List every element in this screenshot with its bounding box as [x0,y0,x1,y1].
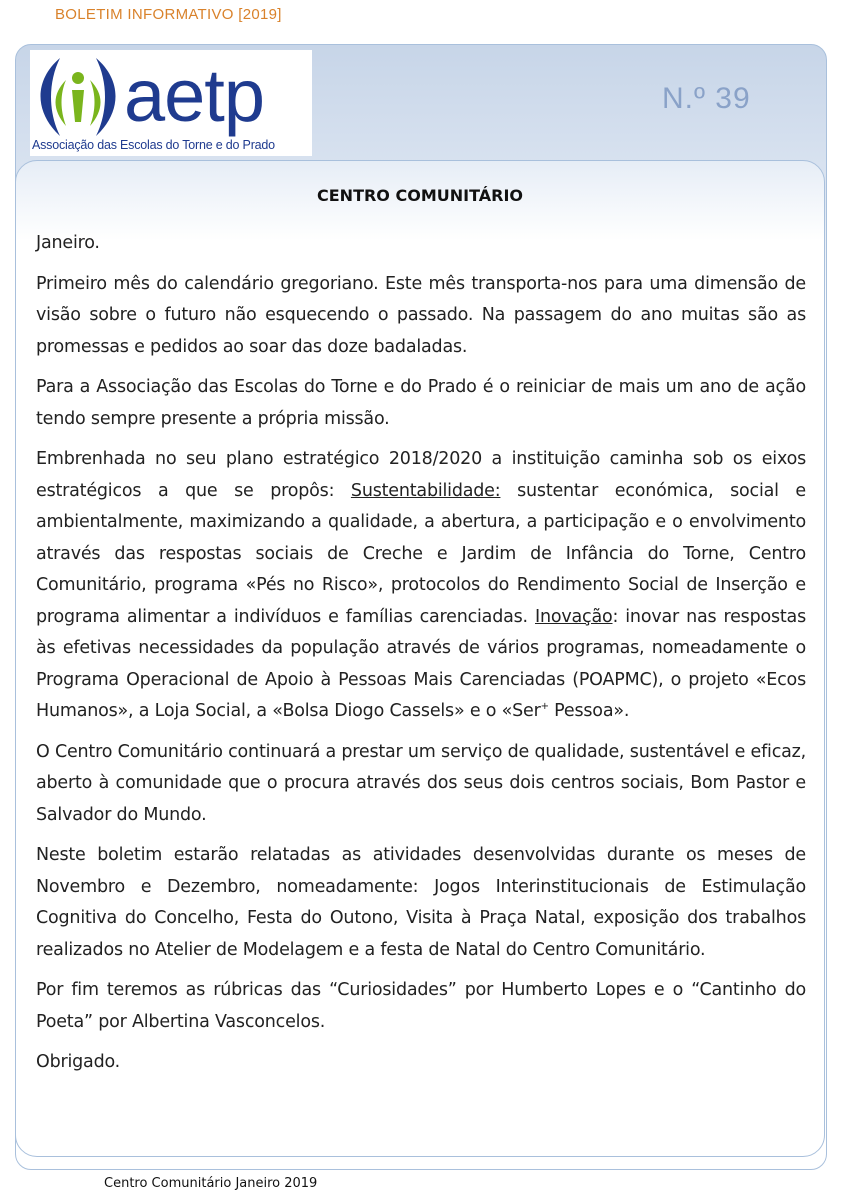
paragraph-5: O Centro Comunitário continuará a prestar um serviço de qualidade, sustentável e eficaz, aberto à comunidade que o procura através dos seus dois centros sociais, Bom Pastor e Salvador do Mundo. [36,741,806,825]
paragraph-2: Primeiro mês do calendário gregoriano. Este mês transporta-nos para uma dimensão de visão sobre o futuro não esquecendo o passado. Na passagem do ano muitas são as promessas e pedidos ao soar das doze badaladas. [36,273,806,357]
paragraph-4-text-e: : inovar nas respostas às efetivas necessidades da população através de vários programas, nomeadamente o Programa Operacional de Apoio à Pessoas Mais Carenciadas (POAPMC), o projeto «Ecos Humanos», a Loja Social, a «Bolsa Diogo Cassels» e o «Ser [36,606,807,721]
section-title: CENTRO COMUNITÁRIO [317,186,523,205]
paragraph-4-text-a: Embrenhada no seu plano estratégico 2018/2020 a instituição caminha sob os eixos estratégicos a que se propôs: [36,449,806,501]
footer-label: Centro Comunitário Janeiro 2019 [104,1176,318,1191]
aetp-logo [30,50,312,156]
keyword-sustentabilidade: Sustentabilidade: [350,480,501,501]
article-body [36,228,806,1088]
newsletter-header-label: BOLETIM INFORMATIVO [2019] [55,6,282,23]
logo-wordmark: aetp [124,54,265,137]
logo-caption: Associação das Escolas do Torne e do Prado [32,138,275,152]
paragraph-7: Por fim teremos as rúbricas das “Curiosidades” por Humberto Lopes e o “Cantinho do Poeta” por Albertina Vasconcelos. [36,980,806,1032]
aetp-logo-icon [30,50,126,142]
keyword-inovacao: Inovação [535,606,613,627]
paragraph-4 [36,444,806,728]
issue-number: N.º 39 [662,82,751,115]
paragraph-8: Obrigado. [36,1052,121,1072]
paragraph-1: Janeiro. [36,233,100,253]
paragraph-3: Para a Associação das Escolas do Torne e do Prado é o reiniciar de mais um ano de ação tendo sempre presente a própria missão. [36,377,806,429]
paragraph-6: Neste boletim estarão relatadas as atividades desenvolvidas durante os meses de Novembro e Dezembro, nomeadamente: Jogos Interinstitucionais de Estimulação Cognitiva do Concelho, Festa do Outono, Visita à Praça Natal, exposição dos trabalhos realizados no Atelier de Modelagem e a festa de Natal do Centro Comunitário. [36,845,806,960]
superscript-plus: + [540,701,549,713]
paragraph-4-text-c: sustentar económica, social e ambientalmente, maximizando a qualidade, a abertura, a participação e o envolvimento através das respostas sociais de Creche e Jardim de Infância do Torne, Centro Comunitário, programa «Pés no Risco», protocolos do Rendimento Social de Inserção e programa alimentar a indivíduos e famílias carenciadas. [36,480,806,627]
paragraph-4-text-g: Pessoa». [548,701,630,721]
